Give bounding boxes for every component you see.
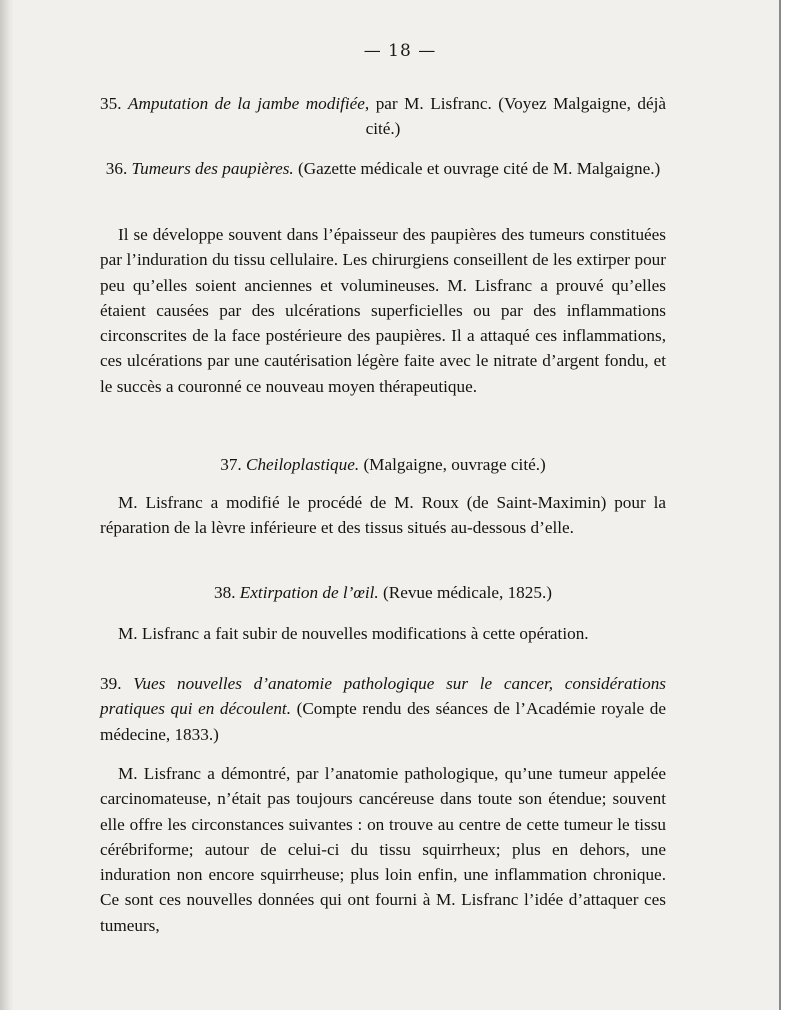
entry-reference: (Malgaigne, ouvrage cité.) [359, 455, 546, 474]
entry-reference: (Revue médicale, 1825.) [378, 583, 552, 602]
page-binding-shadow [0, 0, 14, 1010]
entry-title: Extirpation de l’œil. [239, 583, 379, 602]
entry-number: 35. [100, 94, 122, 113]
paragraph-eye-extirpation [100, 621, 666, 646]
paragraph-text: M. Lisfranc a démontré, par l’anatomie pathologique, qu’une tumeur appelée carcinomateuse, n’était pas toujours cancéreuse dans toute son étendue; souvent elle offre les circonstances suivantes : on trouve au centre de cette tumeur le tissu cérébriforme; autour de celui-ci du tissu squirrheux; plus en dehors, une induration non encore squirrheuse; plus loin enfin, une inflammation chronique. Ce sont ces nouvelles données qui ont fourni à M. Lisfranc l’idée d’attaquer ces tumeurs, [100, 764, 666, 935]
entry-number: 36. [105, 159, 128, 178]
paragraph-text: M. Lisfranc a modifié le procédé de M. Roux (de Saint-Maximin) pour la réparation de la lèvre inférieure et des tissus situés au-dessous d’elle. [100, 493, 666, 538]
entry-title: Tumeurs des paupières. [131, 159, 294, 178]
entry-reference: , par M. Lisfranc. (Voyez Malgaigne, déjà cité.) [364, 94, 667, 139]
entry-39 [100, 671, 666, 747]
entry-title: Cheiloplastique. [246, 455, 360, 474]
paragraph-cancer-anatomy [100, 761, 666, 938]
paragraph-eyelid-tumors [100, 222, 666, 399]
entry-title: Vues nouvelles d’anatomie pathologique sur le cancer, considérations pratiques qui en découlent. [100, 674, 666, 719]
entry-reference: (Compte rendu des séances de l’Académie royale de médecine, 1833.) [100, 699, 666, 744]
entry-title: Amputation de la jambe modifiée [127, 94, 365, 113]
entry-number: 39. [100, 674, 122, 693]
paragraph-text: Il se développe souvent dans l’épaisseur des paupières des tumeurs constituées par l’induration du tissu cellulaire. Les chirurgiens conseillent de les extirper pour peu qu’elles soient anciennes et volumineuses. M. Lisfranc a prouvé qu’elles étaient causées par des ulcérations superficielles ou par des inflammations circonscrites de la face postérieure des paupières. Il a attaqué ces inflammations, ces ulcérations par une cautérisation légère faite avec le nitrate d’argent fondu, et le succès a couronné ce nouveau moyen thérapeutique. [100, 225, 666, 396]
paragraph-text: M. Lisfranc a fait subir de nouvelles modifications à cette opération. [118, 624, 589, 643]
entry-37 [100, 452, 666, 477]
entry-38 [100, 580, 666, 605]
entry-35 [100, 91, 666, 142]
entry-number: 37. [220, 455, 242, 474]
entry-number: 38. [214, 583, 236, 602]
paragraph-cheiloplasty [100, 490, 666, 541]
entry-36 [100, 156, 666, 181]
page-number: — 18 — [363, 41, 437, 61]
entry-reference: (Gazette médicale et ouvrage cité de M. Malgaigne.) [293, 159, 661, 178]
